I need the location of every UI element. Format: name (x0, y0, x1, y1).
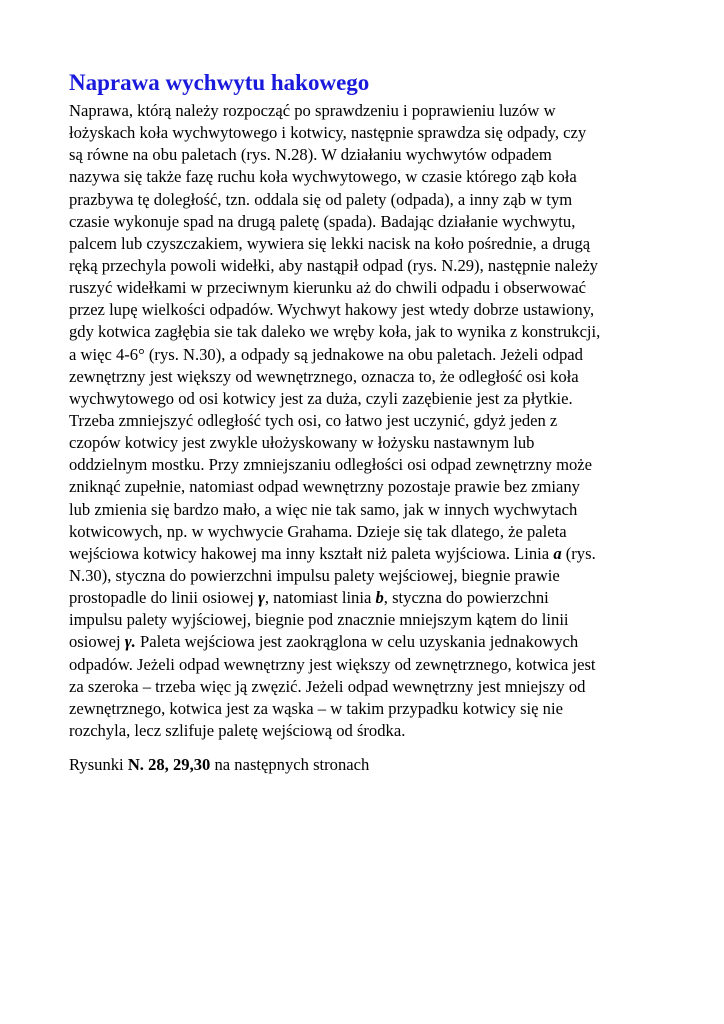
body-text: , natomiast linia (264, 588, 376, 608)
body-line: są równe na obu paletach (rys. N.28). W działaniu wychwytów odpadem (69, 145, 552, 165)
body-line: kotwicowych, np. w wychwycie Grahama. Dzieje się tak dlatego, że paleta (69, 521, 567, 541)
body-line: oddzielnym mostku. Przy zmniejszaniu odległości osi odpad zewnętrzny może (69, 455, 593, 475)
body-line: ręką przechyla powoli widełki, aby nastąpił odpad (rys. N.29), następnie należy (69, 255, 598, 275)
symbol-gamma: γ (257, 588, 265, 608)
body-paragraph (69, 100, 669, 776)
figures-note-text: Rysunki (69, 755, 128, 775)
body-line: nazywa się także fazę ruchu koła wychwytowego, w czasie którego ząb koła (69, 167, 577, 187)
body-line: czasie wykonuje spad na drugą paletę (spada). Badając działanie wychwytu, (69, 211, 576, 231)
symbol-a: a (553, 543, 562, 563)
body-text: wejściowa kotwicy hakowej ma inny kształt niż paleta wyjściowa. Linia (69, 543, 554, 563)
body-line: gdy kotwica zagłębia sie tak daleko we wręby koła, jak to wynika z konstrukcji, (69, 322, 601, 342)
body-line (69, 587, 669, 609)
body-line: Naprawa, którą należy rozpocząć po sprawdzeniu i poprawieniu luzów w (69, 101, 556, 120)
body-line: zewnętrzny jest większy od wewnętrznego, oznacza to, że odległość osi koła (69, 366, 579, 386)
body-line: lub zmienia się bardzo mało, a więc nie tak samo, jak w innych wychwytach (69, 499, 578, 519)
paragraph-gap (69, 742, 669, 754)
figures-note-text: na następnych stronach (210, 755, 370, 775)
figures-note-refs: N. 28, 29,30 (127, 755, 211, 775)
body-line: odpadów. Jeżeli odpad wewnętrzny jest większy od zewnętrznego, kotwica jest (69, 654, 596, 674)
body-line: przez lupę wielkości odpadów. Wychwyt hakowy jest wtedy dobrze ustawiony, (69, 300, 595, 320)
body-line: czopów kotwicy jest zwykle ułożyskowany w łożysku nastawnym lub (69, 433, 535, 453)
figures-note (69, 754, 669, 776)
body-line: impulsu palety wyjściowej, biegnie pod znacznie mniejszym kątem do linii (69, 610, 569, 630)
body-line: wychwytowego od osi kotwicy jest za duża, czyli zazębienie jest za płytkie. (69, 388, 573, 408)
body-text: prostopadle do linii osiowej (69, 588, 258, 608)
body-text: Paleta wejściowa jest zaokrąglona w celu uzyskania jednakowych (135, 632, 579, 652)
body-line: łożyskach koła wychwytowego i kotwicy, następnie sprawdza się odpady, czy (69, 123, 587, 143)
body-text: , styczna do powierzchni (383, 588, 549, 608)
body-line: prazbywa tę doległość, tzn. oddala się od palety (odpada), a inny ząb w tym (69, 189, 573, 209)
body-line: za szeroka – trzeba więc ją zwęzić. Jeżeli odpad wewnętrzny jest mniejszy od (69, 676, 586, 696)
body-line: zewnętrznego, kotwica jest za wąska – w takim przypadku kotwicy się nie (69, 698, 563, 718)
symbol-gamma: γ. (124, 632, 136, 652)
body-text: osiowej (69, 632, 125, 652)
document-page (69, 68, 669, 776)
body-line: zniknąć zupełnie, natomiast odpad wewnętrzny pozostaje prawie bez zmiany (69, 477, 580, 497)
body-line (69, 631, 669, 653)
body-line: ruszyć widełkami w przeciwnym kierunku aż do chwili odpadu i obserwować (69, 278, 587, 298)
body-line: rozchyla, lecz szlifuje paletę wejściową od środka. (69, 720, 406, 740)
body-line: Trzeba zmniejszyć odległość tych osi, co łatwo jest uczynić, gdyż jeden z (69, 410, 558, 430)
body-line: N.30), styczna do powierzchni impulsu palety wejściowej, biegnie prawie (69, 565, 560, 585)
body-line: a więc 4-6° (rys. N.30), a odpady są jednakowe na obu paletach. Jeżeli odpad (69, 344, 583, 364)
body-line (69, 543, 669, 565)
symbol-b: b (375, 588, 384, 608)
body-line: palcem lub czyszczakiem, wywiera się lekki nacisk na koło pośrednie, a drugą (69, 233, 591, 253)
document-title: Naprawa wychwytu hakowego (69, 70, 370, 95)
body-text: (rys. (561, 543, 596, 563)
